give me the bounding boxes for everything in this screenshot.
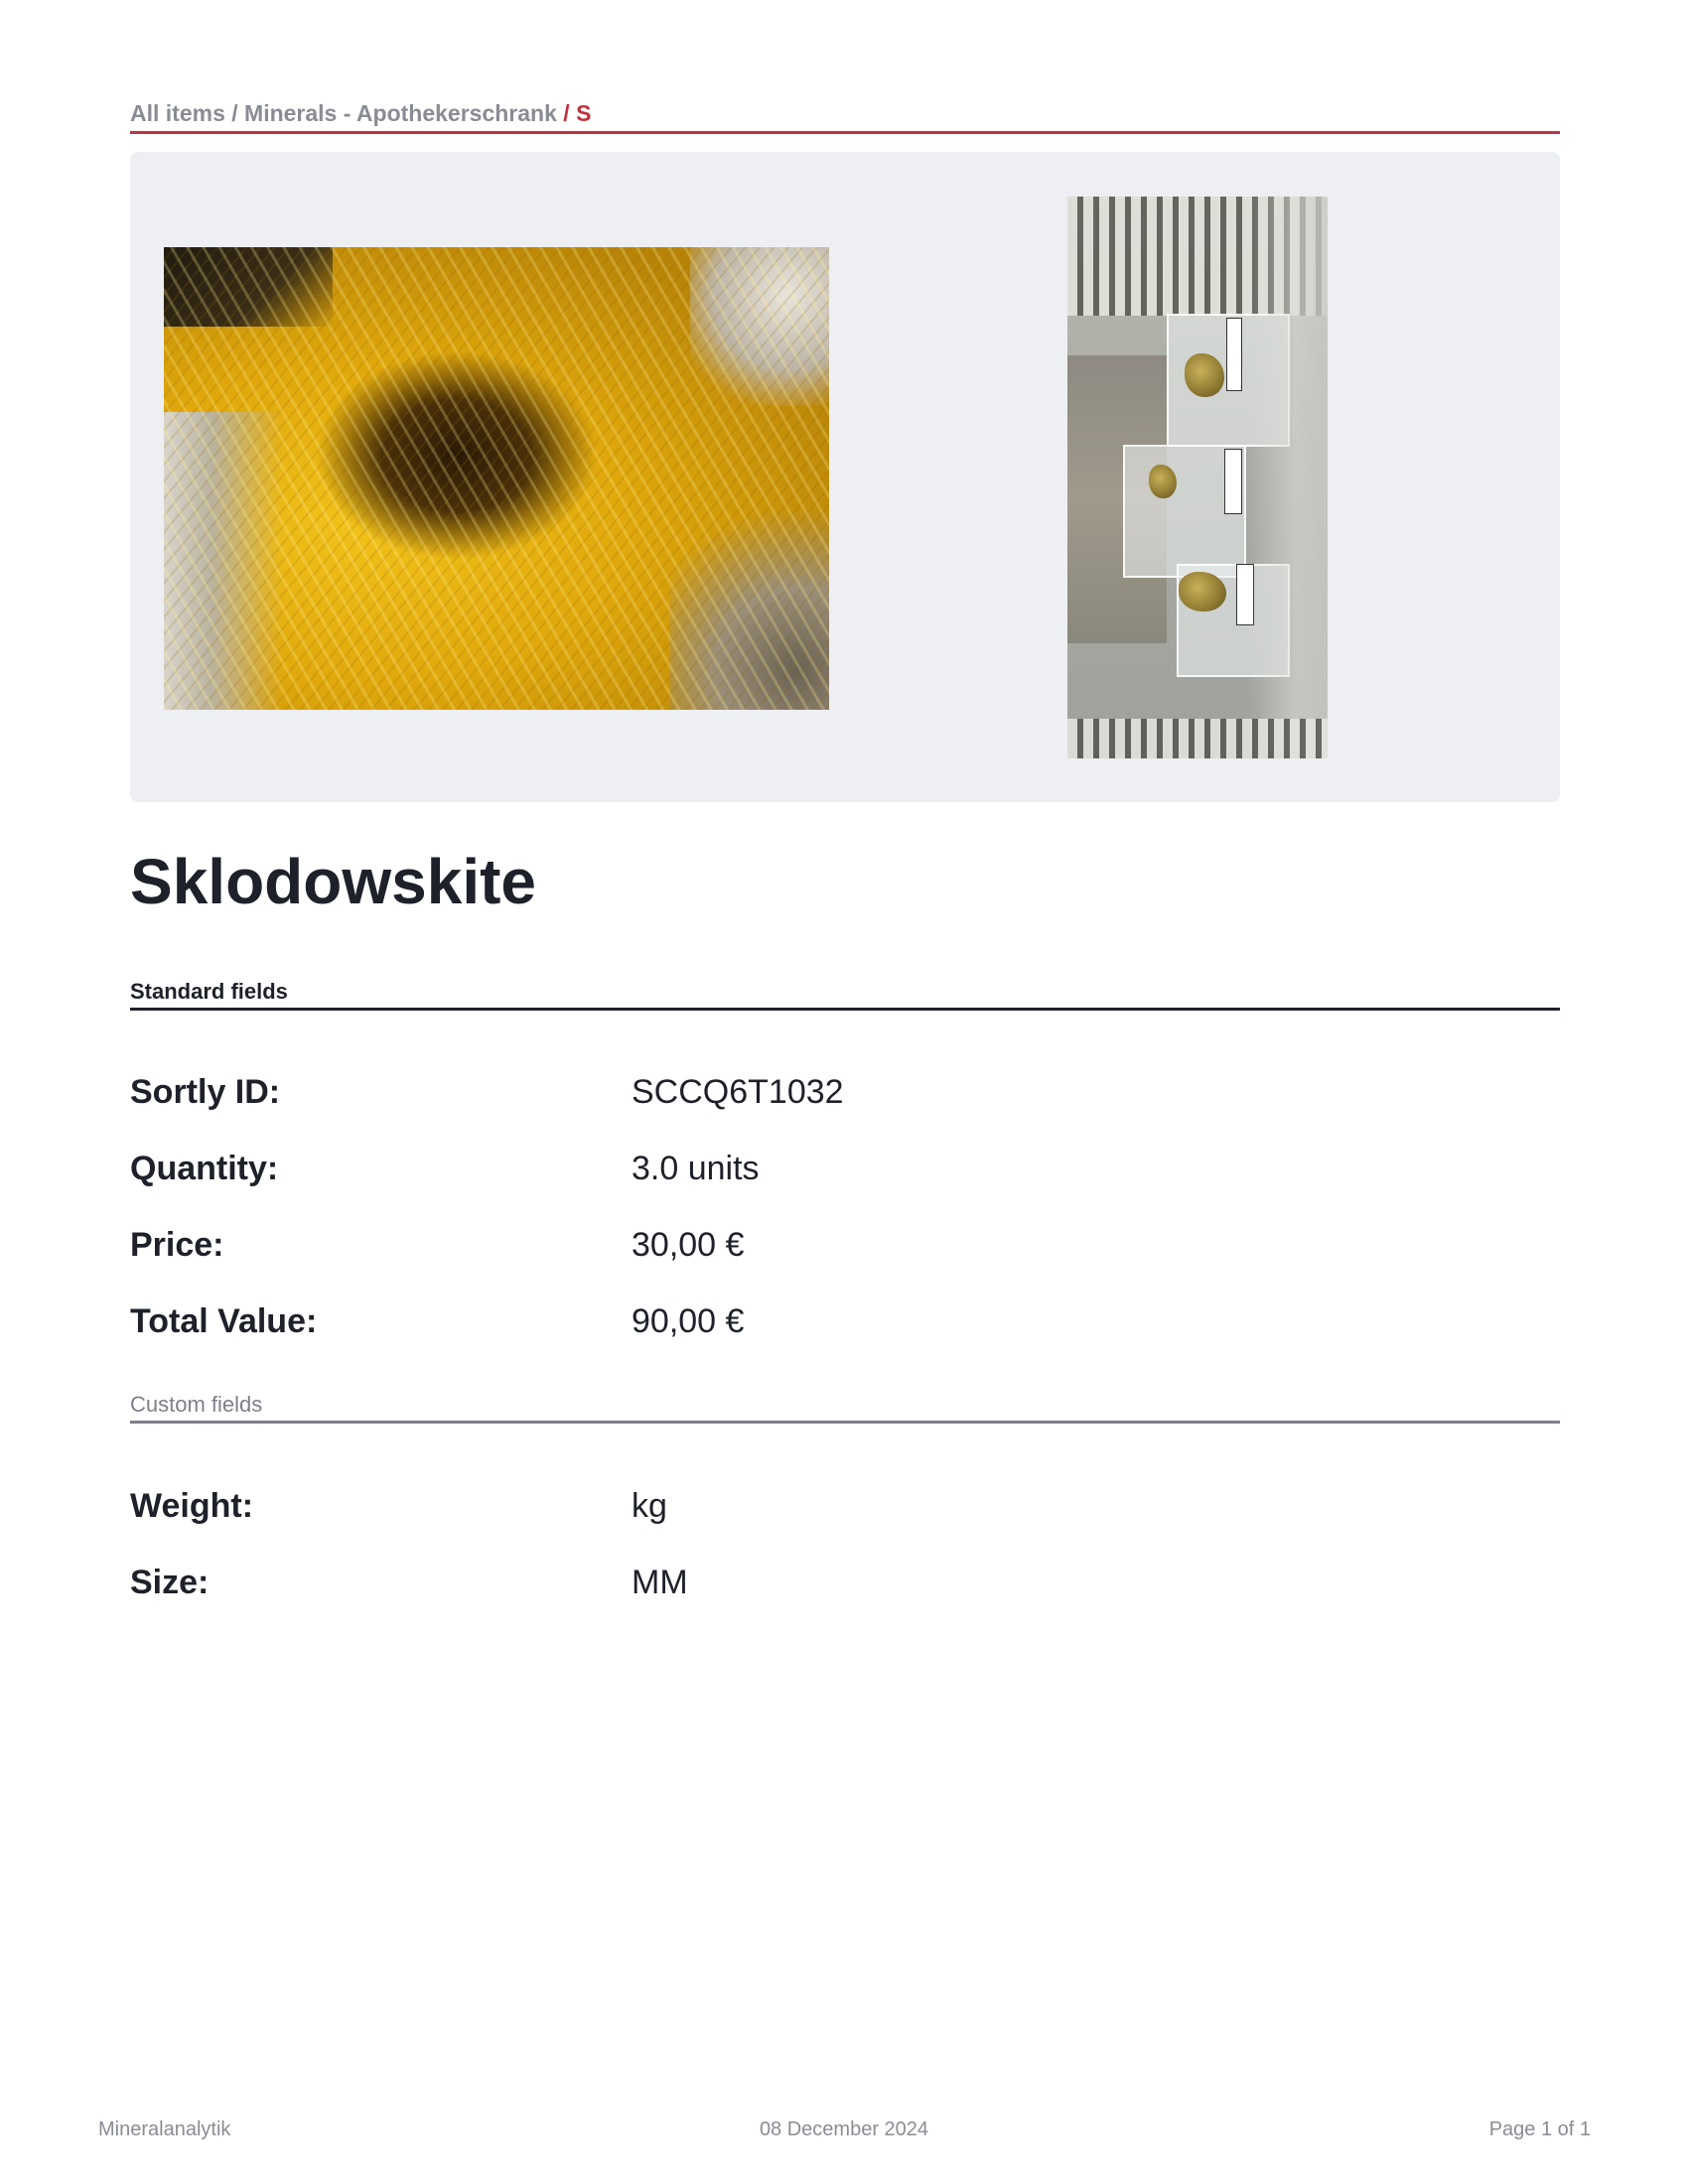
item-title: Sklodowskite [130,846,536,917]
mineral-crystals-photo[interactable] [164,247,829,710]
display-cabinet-photo[interactable] [1067,197,1328,758]
footer-company: Mineralanalytik [98,2118,231,2140]
field-value: 90,00 € [632,1302,745,1340]
field-label: Sortly ID: [130,1073,281,1111]
field-label: Size: [130,1564,210,1601]
field-value: 30,00 € [632,1226,745,1264]
field-size [130,1558,1560,1607]
field-sortly-id [130,1067,1560,1117]
field-label: Total Value: [130,1302,318,1340]
field-label: Price: [130,1226,224,1264]
field-value: MM [632,1564,688,1601]
field-label: Quantity: [130,1150,279,1187]
breadcrumb-current: / S [556,100,592,126]
field-price [130,1220,1560,1270]
field-label: Weight: [130,1487,254,1525]
field-value: 3.0 units [632,1150,760,1187]
field-total-value [130,1297,1560,1346]
footer-page-number: Page 1 of 1 [1488,2118,1591,2140]
field-value: SCCQ6T1032 [632,1073,844,1111]
field-weight [130,1481,1560,1531]
breadcrumb [130,99,1560,134]
custom-fields-header: Custom fields [130,1391,1560,1424]
standard-fields-header: Standard fields [130,978,1560,1011]
breadcrumb-trail[interactable]: All items / Minerals - Apothekerschrank [130,100,557,126]
field-quantity [130,1144,1560,1193]
field-value: kg [632,1487,667,1525]
photo-gallery [130,152,1560,802]
footer-date: 08 December 2024 [759,2118,929,2140]
